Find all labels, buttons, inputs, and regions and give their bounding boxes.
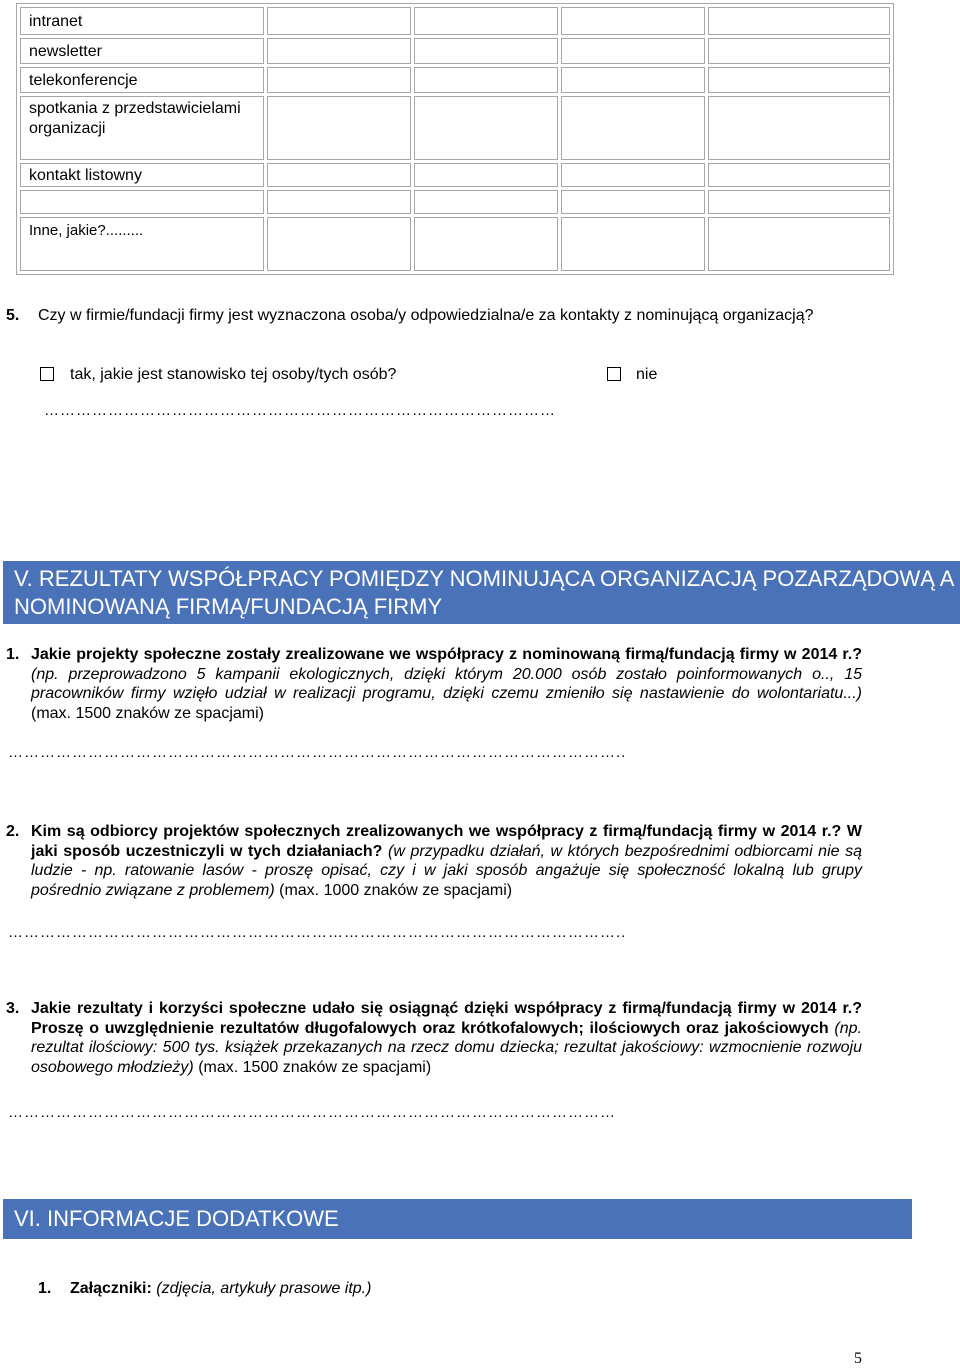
question-text [31,822,862,900]
table-cell[interactable] [708,67,890,93]
table-cell[interactable] [561,163,705,187]
row-label: newsletter [20,38,264,64]
table-row [20,38,890,64]
table-cell[interactable] [561,217,705,271]
row-label: intranet [20,7,264,35]
table-cell[interactable] [414,217,558,271]
question-bold: Jakie projekty społeczne zostały zrealizowane we współpracy z nominowaną firmą/fundacją firmy w 2014 r.? [31,646,862,663]
option-no-label: nie [636,366,658,383]
table-row [20,190,890,214]
question-text [70,1279,371,1299]
table-cell[interactable] [267,7,411,35]
row-label: kontakt listowny [20,163,264,187]
checkbox-yes[interactable] [40,367,54,381]
question-bold: Jakie rezultaty i korzyści społeczne udało się osiągnąć dzięki współpracy z firmą/fundacją firmy w 2014 r.? Proszę o uwzględnienie rezultatów długofalowych oraz krótkofalowych; ilościowych oraz jakościowych [31,1000,862,1037]
section-header [3,561,960,624]
section-title: V. REZULTATY WSPÓŁPRACY POMIĘDZY NOMINUJĄCA ORGANIZACJĄ POZARZĄDOWĄ A NOMINOWANĄ FIRMĄ/FUNDACJĄ FIRMY [14,566,954,619]
answer-line[interactable]: …………………………………………………………………………………………………… [8,1104,616,1121]
table-cell[interactable] [708,163,890,187]
table-cell[interactable] [561,7,705,35]
table-cell[interactable] [561,190,705,214]
communication-channels-table [16,3,894,275]
section-title: VI. INFORMACJE DODATKOWE [14,1206,339,1231]
answer-line[interactable]: …………………………………………………………………………………… [44,402,556,419]
question-hint: (zdjęcia, artykuły prasowe itp.) [156,1280,372,1297]
question-number: 1. [38,1280,52,1297]
row-label: Inne, jakie?......... [20,217,264,271]
question-hint: (np. rezultat ilościowy: 500 tys. książek przekazanych na rzecz domu dziecka; rezultat jakościowy: wzmocnienie rozwoju osobowego młodzieży) [31,1019,862,1076]
page-number: 5 [854,1350,862,1367]
question-text [31,999,862,1077]
table-cell[interactable] [267,190,411,214]
option-yes-label: tak, jakie jest stanowisko tej osoby/tych osób? [70,366,397,383]
question-text: Czy w firmie/fundacji firmy jest wyznaczona osoba/y odpowiedzialna/e za kontakty z nominującą organizacją? [38,307,814,324]
answer-line[interactable]: …………………………………………………………………………………………………….. [8,744,627,761]
table-row [20,163,890,187]
table-cell[interactable] [414,38,558,64]
question-hint: (np. przeprowadzono 5 kampanii ekologicznych, dzięki którym 20.000 osób zostało poinformowanych o.., 15 pracowników firmy wzięło udział w realizacji programu, dzięki czemu zmieniło się nastawienie do wolontariatu...) [31,665,862,702]
table-cell[interactable] [267,67,411,93]
table-cell[interactable] [561,96,705,160]
row-label [20,190,264,214]
question-bold: Kim są odbiorcy projektów społecznych zrealizowanych we współpracy z firmą/fundacją firmy w 2014 r.? W jaki sposób uczestniczyli w tych działaniach? [31,823,862,860]
question-number: 5. [6,307,20,324]
table-row [20,67,890,93]
question-number: 1. [6,646,20,663]
table-cell[interactable] [414,163,558,187]
section-header [3,1199,912,1239]
question-hint: (w przypadku działań, w których bezpośrednimi odbiorcami nie są ludzie - np. ratowanie lasów - proszę opisać, czy i w jaki sposób angażuje się społeczność lokalną lub grupy pośrednio związane z problemem) [31,842,862,899]
table-row [20,217,890,271]
table-cell[interactable] [414,7,558,35]
table-cell[interactable] [267,96,411,160]
table-cell[interactable] [414,96,558,160]
question-number: 3. [6,1000,20,1017]
table-cell[interactable] [414,190,558,214]
answer-line[interactable]: …………………………………………………………………………………………………….. [8,924,627,941]
table-row [20,96,890,160]
table-cell[interactable] [267,163,411,187]
table-cell[interactable] [708,7,890,35]
checkbox-no[interactable] [607,367,621,381]
question-number: 2. [6,823,20,840]
table-cell[interactable] [561,38,705,64]
table-cell[interactable] [708,190,890,214]
table-cell[interactable] [708,38,890,64]
question-text [31,645,862,723]
table-cell[interactable] [267,217,411,271]
question-bold: Załączniki: [70,1280,152,1297]
character-limit: (max. 1500 znaków ze spacjami) [198,1058,432,1076]
character-limit: (max. 1000 znaków ze spacjami) [279,881,513,899]
table-cell[interactable] [561,67,705,93]
table-cell[interactable] [708,217,890,271]
row-label: telekonferencje [20,67,264,93]
row-label: spotkania z przedstawicielami organizacji [20,96,264,160]
character-limit: (max. 1500 znaków ze spacjami) [31,704,264,722]
table-row [20,7,890,35]
table-cell[interactable] [708,96,890,160]
table-cell[interactable] [267,38,411,64]
table-cell[interactable] [414,67,558,93]
